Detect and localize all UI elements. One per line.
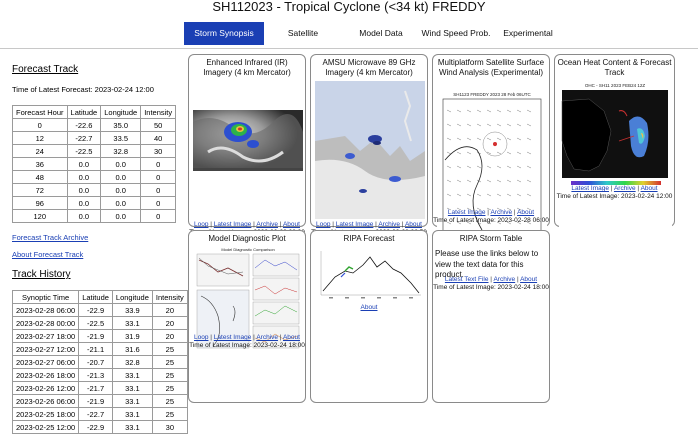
- table-header-cell: Intensity: [141, 106, 176, 119]
- table-cell: 2023-02-28 06:00: [13, 304, 79, 317]
- ocean-heat-card: [554, 54, 675, 227]
- table-row: [13, 184, 176, 197]
- table-cell: 25: [152, 356, 187, 369]
- ir-imagery-image[interactable]: [193, 82, 303, 219]
- table-cell: 25: [152, 343, 187, 356]
- table-cell: 0.0: [101, 171, 141, 184]
- table-cell: 0: [141, 184, 176, 197]
- table-cell: 33.1: [112, 408, 152, 421]
- table-cell: 0.0: [101, 158, 141, 171]
- table-row: [13, 408, 188, 421]
- table-header-cell: Longitude: [101, 106, 141, 119]
- mw-loop-link[interactable]: Loop: [316, 221, 331, 228]
- ohc-about-link[interactable]: About: [640, 185, 658, 192]
- table-cell: 25: [152, 382, 187, 395]
- ripa-table-card: [432, 230, 550, 403]
- table-cell: 50: [141, 119, 176, 132]
- table-row: [13, 382, 188, 395]
- table-cell: 0.0: [101, 184, 141, 197]
- microwave-imagery-card: [310, 54, 428, 227]
- table-row: [13, 369, 188, 382]
- latest-forecast-time: Time of Latest Forecast: 2023-02-24 12:00: [12, 85, 154, 94]
- ir-archive-link[interactable]: Archive: [256, 221, 279, 228]
- track-history-table: [12, 290, 188, 434]
- table-cell: 2023-02-25 18:00: [13, 408, 79, 421]
- table-cell: 31.6: [112, 343, 152, 356]
- ripa-forecast-thumbnail: [315, 247, 425, 303]
- table-cell: 25: [152, 369, 187, 382]
- svg-text:⊗: ⊗: [492, 142, 498, 148]
- table-row: [13, 119, 176, 132]
- model-diagnostic-title: Model Diagnostic Plot: [208, 234, 286, 243]
- tab-storm-synopsis[interactable]: Storm Synopsis: [184, 22, 264, 45]
- table-cell: 2023-02-28 00:00: [13, 317, 79, 330]
- tab-wind-speed-prob[interactable]: Wind Speed Prob.: [421, 28, 491, 38]
- table-cell: 25: [152, 395, 187, 408]
- ripa-table-archive-link[interactable]: Archive: [493, 276, 516, 283]
- table-cell: 0: [141, 158, 176, 171]
- wind-analysis-time: Time of Latest Image: 2023-02-28 06:00: [433, 217, 549, 224]
- table-row: [13, 158, 176, 171]
- ocean-heat-thumbnail: [559, 81, 672, 235]
- table-cell: 2023-02-27 18:00: [13, 330, 79, 343]
- table-cell: 0: [13, 119, 68, 132]
- table-cell: 24: [13, 145, 68, 158]
- model-about-link[interactable]: About: [282, 334, 300, 341]
- table-cell: 0.0: [101, 197, 141, 210]
- table-cell: 48: [13, 171, 68, 184]
- ocean-heat-image-label: OHC - SH11 2023 FEB24 12Z: [584, 83, 646, 88]
- ripa-table-about-link[interactable]: About: [520, 276, 538, 283]
- ripa-table-latest-text-link[interactable]: Latest Text File: [444, 276, 489, 283]
- table-row: [13, 343, 188, 356]
- table-cell: -22.7: [79, 408, 113, 421]
- table-cell: 33.1: [112, 421, 152, 434]
- table-cell: 120: [13, 210, 68, 223]
- table-cell: 2023-02-26 06:00: [13, 395, 79, 408]
- table-cell: 0: [141, 171, 176, 184]
- table-cell: -22.9: [79, 421, 113, 434]
- table-cell: 0.0: [67, 184, 101, 197]
- table-cell: 0.0: [67, 158, 101, 171]
- microwave-imagery-links: Loop | Latest Image | Archive | About: [316, 221, 422, 228]
- table-header-cell: Synoptic Time: [13, 291, 79, 304]
- table-cell: 33.1: [112, 395, 152, 408]
- table-cell: 0.0: [67, 210, 101, 223]
- table-cell: 20: [152, 330, 187, 343]
- table-cell: 33.1: [112, 369, 152, 382]
- about-forecast-track-link[interactable]: About Forecast Track: [12, 250, 84, 259]
- mw-archive-link[interactable]: Archive: [378, 221, 401, 228]
- table-cell: -22.6: [67, 119, 101, 132]
- table-row: [13, 145, 176, 158]
- ir-loop-link[interactable]: Loop: [194, 221, 209, 228]
- table-cell: 32.8: [101, 145, 141, 158]
- ir-about-link[interactable]: About: [282, 221, 300, 228]
- table-cell: -21.1: [79, 343, 113, 356]
- table-cell: -21.7: [79, 382, 113, 395]
- ripa-table-title: RIPA Storm Table: [459, 234, 523, 243]
- microwave-imagery-title: AMSU Microwave 89 GHz Imagery (4 km Mercator): [322, 58, 416, 77]
- ir-imagery-thumbnail: [193, 82, 303, 219]
- ocean-heat-links: Latest Image | Archive | About: [571, 185, 658, 192]
- table-header-cell: Forecast Hour: [13, 106, 68, 119]
- forecast-track-archive-link[interactable]: Forecast Track Archive: [12, 233, 89, 242]
- forecast-track-table: [12, 105, 176, 223]
- table-cell: 0.0: [67, 197, 101, 210]
- microwave-imagery-thumbnail: [315, 81, 425, 219]
- table-cell: 0: [141, 210, 176, 223]
- table-cell: 33.1: [112, 317, 152, 330]
- table-cell: -22.5: [79, 317, 113, 330]
- model-diagnostic-links: Loop | Latest Image | Archive | About: [194, 334, 300, 341]
- tab-satellite[interactable]: Satellite: [287, 28, 319, 38]
- table-cell: 33.5: [101, 132, 141, 145]
- ir-latest-image-link[interactable]: Latest Image: [213, 221, 252, 228]
- table-header-cell: Latitude: [67, 106, 101, 119]
- table-cell: 33.1: [112, 382, 152, 395]
- table-row: [13, 330, 188, 343]
- table-cell: 33.9: [112, 304, 152, 317]
- model-loop-link[interactable]: Loop: [194, 334, 209, 341]
- table-cell: 25: [152, 408, 187, 421]
- table-cell: 0.0: [67, 171, 101, 184]
- wind-analysis-title: Multiplatform Satellite Surface Wind Analysis (Experimental): [437, 58, 545, 77]
- mw-latest-image-link[interactable]: Latest Image: [335, 221, 374, 228]
- ocean-heat-title: Ocean Heat Content & Forecast Track: [557, 58, 672, 77]
- model-diagnostic-image-label: Model Diagnostic Comparison: [221, 247, 275, 252]
- table-cell: -22.5: [67, 145, 101, 158]
- table-cell: -21.9: [79, 330, 113, 343]
- table-cell: -21.9: [79, 395, 113, 408]
- ripa-about-link[interactable]: About: [360, 304, 378, 311]
- table-row: [13, 356, 188, 369]
- table-cell: 35.0: [101, 119, 141, 132]
- table-row: [13, 317, 188, 330]
- table-cell: -21.3: [79, 369, 113, 382]
- table-cell: -22.9: [79, 304, 113, 317]
- table-cell: 32.8: [112, 356, 152, 369]
- table-cell: 2023-02-27 06:00: [13, 356, 79, 369]
- ripa-table-description: Please use the links below to view the text data for this product.: [435, 249, 539, 279]
- table-header-cell: Longitude: [112, 291, 152, 304]
- tab-model-data[interactable]: Model Data: [359, 28, 403, 38]
- model-archive-link[interactable]: Archive: [256, 334, 279, 341]
- main-nav: [184, 22, 564, 45]
- page-title: SH112023 - Tropical Cyclone (<34 kt) FREDDY: [212, 0, 486, 14]
- table-row: [13, 421, 188, 434]
- table-cell: 30: [152, 421, 187, 434]
- table-cell: 12: [13, 132, 68, 145]
- model-latest-image-link[interactable]: Latest Image: [213, 334, 252, 341]
- mw-about-link[interactable]: About: [404, 221, 422, 228]
- wind-analysis-links: Latest Image | Archive | About: [447, 209, 535, 216]
- ripa-table-time: Time of Latest Image: 2023-02-24 18:00: [433, 284, 549, 291]
- table-cell: 31.9: [112, 330, 152, 343]
- table-cell: 96: [13, 197, 68, 210]
- model-diagnostic-card: [188, 230, 306, 403]
- tab-experimental[interactable]: Experimental: [503, 28, 553, 38]
- table-cell: 2023-02-25 12:00: [13, 421, 79, 434]
- ripa-forecast-card: [310, 230, 428, 403]
- ir-imagery-links: Loop | Latest Image | Archive | About: [194, 221, 300, 228]
- table-row: [13, 197, 176, 210]
- table-cell: 2023-02-26 18:00: [13, 369, 79, 382]
- table-header-cell: Intensity: [152, 291, 187, 304]
- table-row: [13, 304, 188, 317]
- table-row: [13, 171, 176, 184]
- wind-archive-link[interactable]: Archive: [490, 209, 513, 216]
- track-history-heading: Track History: [12, 269, 71, 280]
- ripa-forecast-title: RIPA Forecast: [343, 234, 395, 243]
- table-cell: -20.7: [79, 356, 113, 369]
- table-cell: 0: [141, 197, 176, 210]
- wind-analysis-image-label: SH1123 FREDDY 2023 28 Feb 06UTC: [453, 92, 531, 97]
- table-cell: 20: [152, 317, 187, 330]
- wind-latest-image-link[interactable]: Latest Image: [447, 209, 486, 216]
- ir-imagery-title: Enhanced Infrared (IR) Imagery (4 km Mercator): [203, 58, 291, 77]
- table-cell: 2023-02-26 12:00: [13, 382, 79, 395]
- ir-imagery-card: [188, 54, 306, 227]
- ripa-table-links: Latest Text File | Archive | About: [444, 276, 538, 283]
- table-cell: -22.7: [67, 132, 101, 145]
- microwave-imagery-image[interactable]: [315, 81, 425, 219]
- table-header-cell: Latitude: [79, 291, 113, 304]
- table-cell: 36: [13, 158, 68, 171]
- model-diagnostic-time: Time of Latest Image: 2023-02-24 18:00: [189, 342, 305, 349]
- table-cell: 30: [141, 145, 176, 158]
- table-cell: 72: [13, 184, 68, 197]
- forecast-track-heading[interactable]: Forecast Track: [12, 64, 79, 75]
- ocean-heat-time: Time of Latest Image: 2023-02-24 12:00: [556, 193, 673, 200]
- header-divider: [0, 48, 698, 49]
- ripa-forecast-links: [311, 304, 427, 312]
- table-row: [13, 395, 188, 408]
- ohc-latest-image-link[interactable]: Latest Image: [571, 185, 609, 192]
- table-cell: 20: [152, 304, 187, 317]
- table-cell: 0.0: [101, 210, 141, 223]
- wind-analysis-card: [432, 54, 550, 227]
- wind-about-link[interactable]: About: [517, 209, 535, 216]
- table-row: [13, 210, 176, 223]
- table-row: [13, 132, 176, 145]
- table-cell: 40: [141, 132, 176, 145]
- ripa-forecast-image[interactable]: [315, 247, 425, 303]
- ohc-archive-link[interactable]: Archive: [613, 185, 636, 192]
- ocean-heat-image[interactable]: [559, 81, 672, 235]
- table-cell: 2023-02-27 12:00: [13, 343, 79, 356]
